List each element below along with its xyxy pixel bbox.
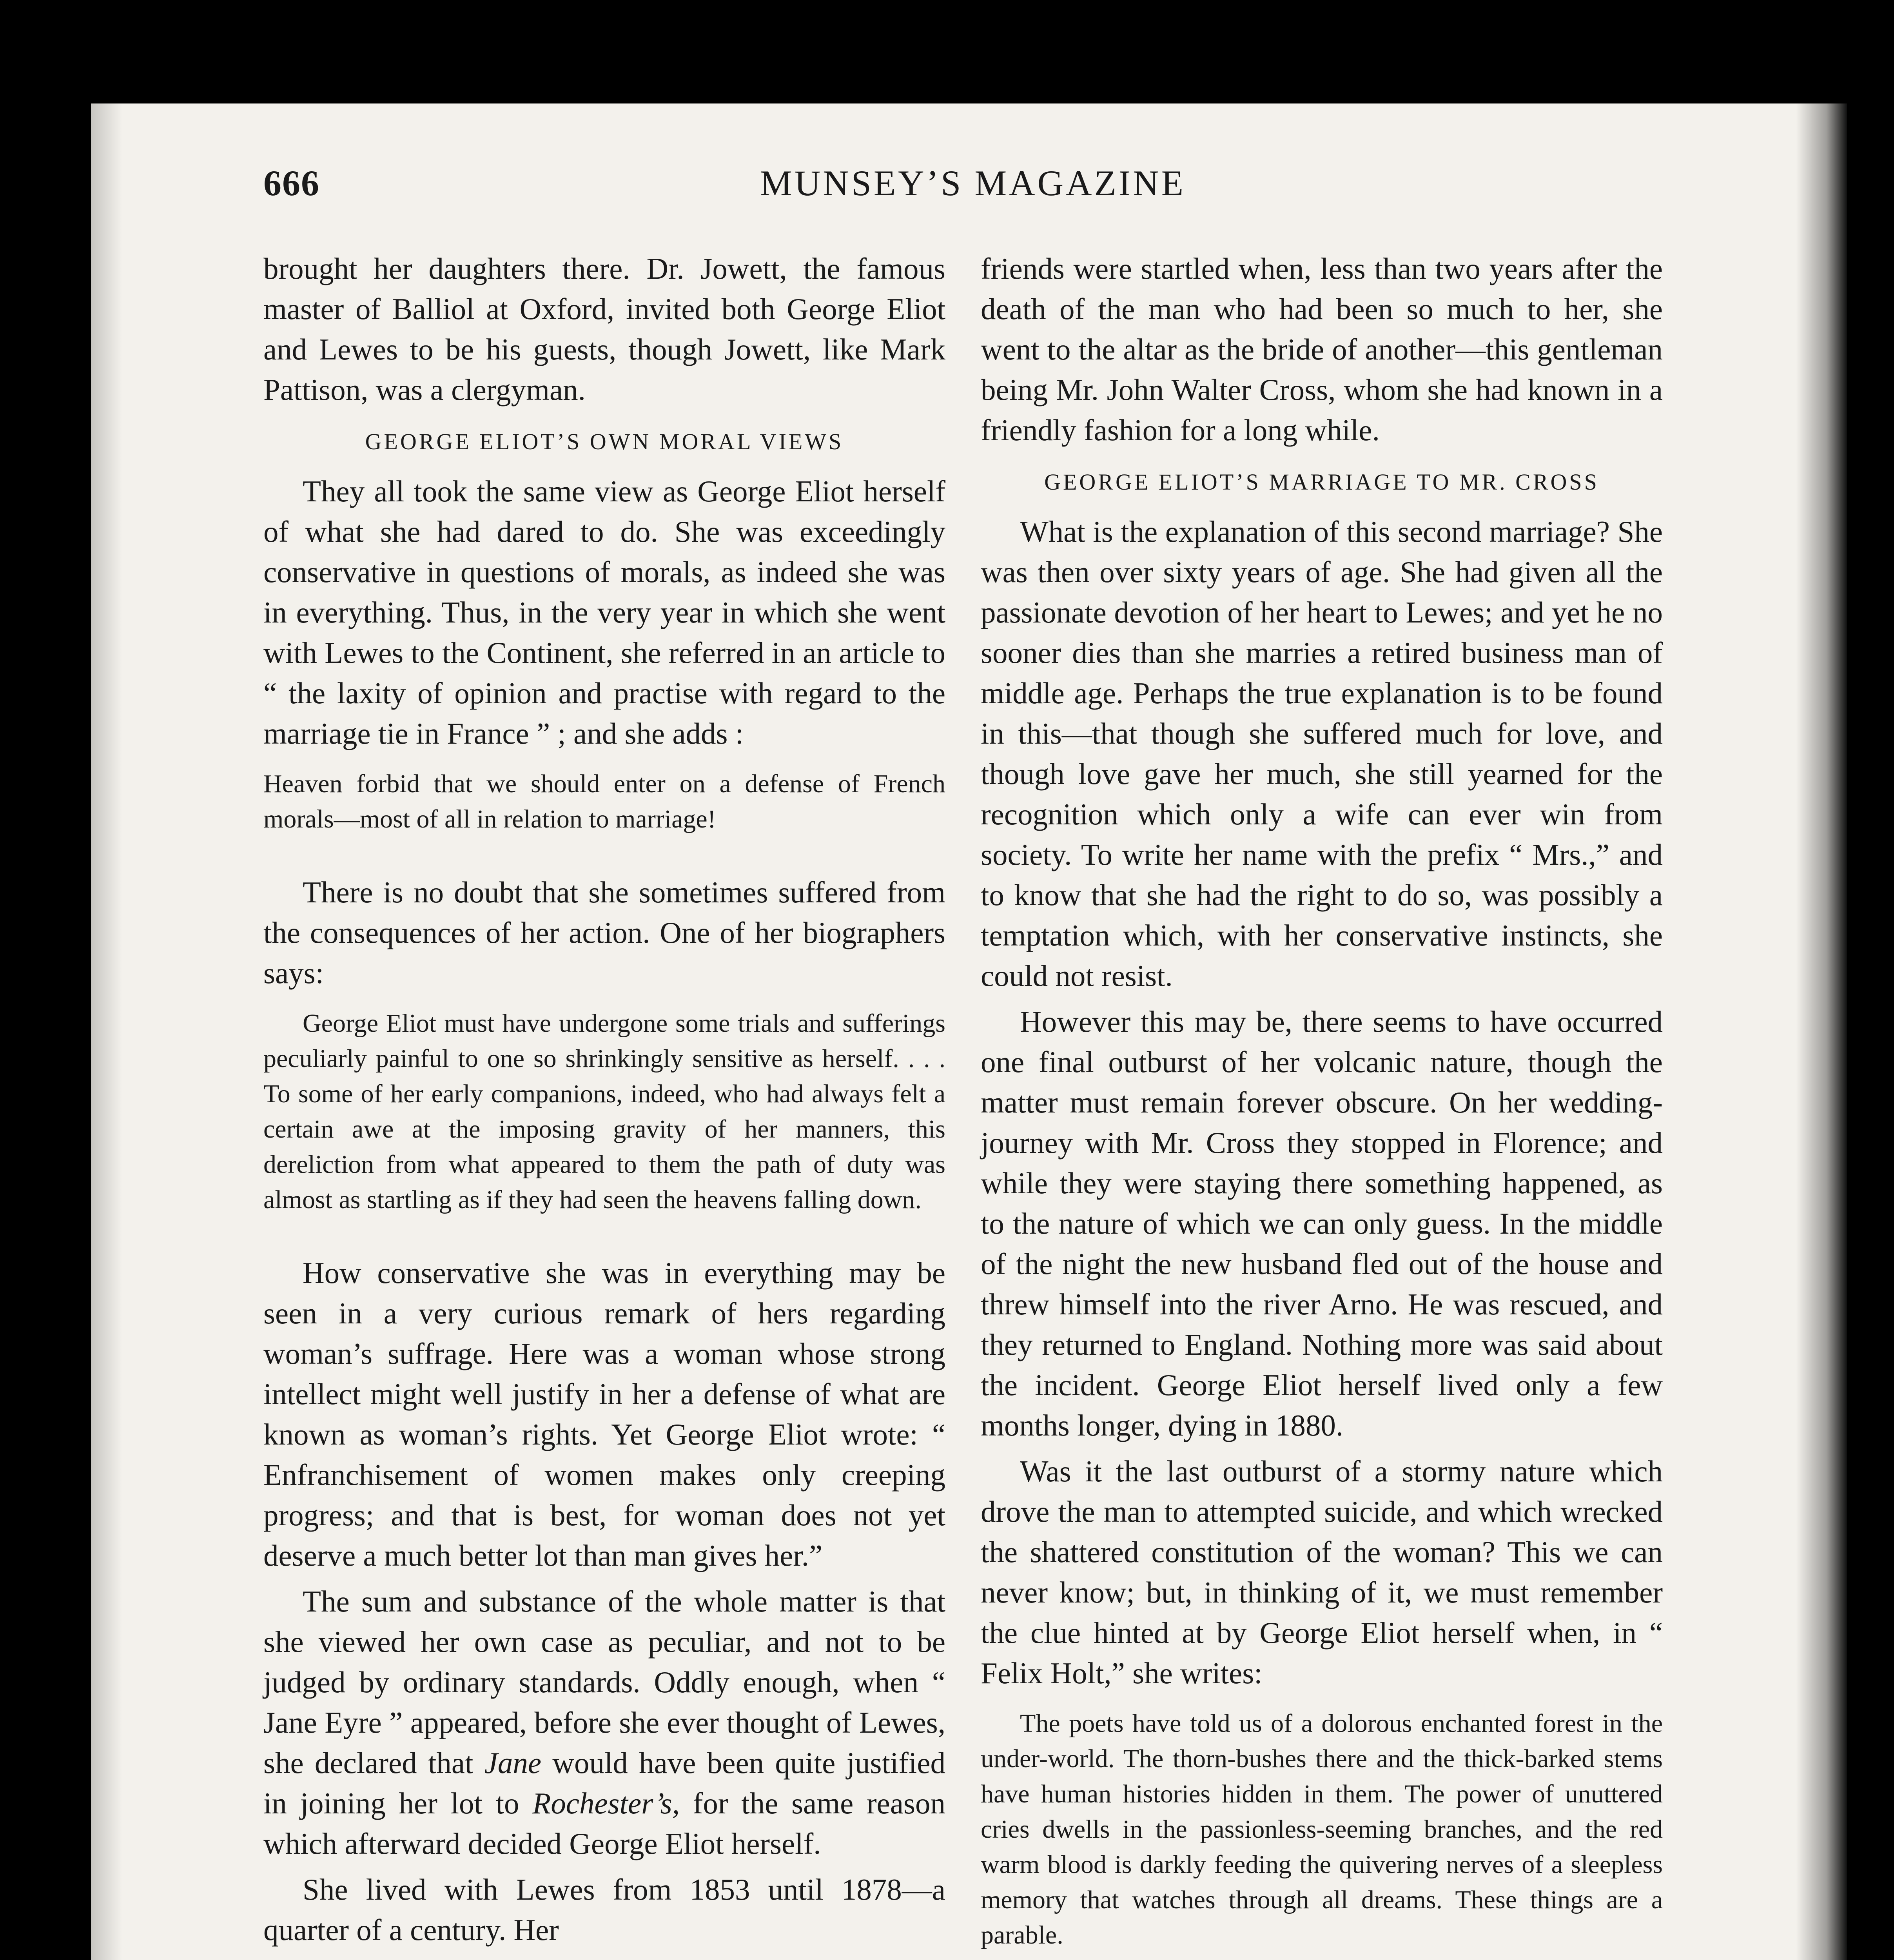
section-heading: GEORGE ELIOT’S MARRIAGE TO MR. CROSS bbox=[1044, 469, 1599, 495]
paragraph: brought her daughters there. Dr. Jowett, the famous master of Balliol at Oxford, invited both George Eliot and Lewes to be his guests, though Jowett, like Mark Pattison, was a clergyman. bbox=[263, 252, 945, 407]
italic-name: Rochester’s, bbox=[532, 1786, 680, 1820]
running-head bbox=[263, 162, 1682, 241]
paragraph: They all took the same view as George Eliot herself of what she had dared to do. She was exceedingly conservative in questions of morals, as indeed she was in everything. Thus, in the very year in which she went with Lewes to the Continent, she referred in an article to “ the laxity of opinion and practise with regard to the marriage tie in France ” ; and she adds : bbox=[263, 474, 945, 750]
paragraph bbox=[263, 1581, 945, 1864]
paragraph: She lived with Lewes from 1853 until 1878—a quarter of a century. Her bbox=[263, 1873, 945, 1947]
paragraph: What is the explanation of this second marriage? She was then over sixty years of age. She had given all the passionate devotion of her heart to Lewes; and yet he no sooner dies than she marries a retired business man of middle age. Perhaps the true explanation is to be found in this—that though she suffered much for love, and though love gave her much, she still yearned for the recognition which only a wife can ever win from society. To write her name with the prefix “ Mrs.,” and to know that she had the right to do so, was possibly a temptation which, with her conservative instincts, she could not resist. bbox=[981, 515, 1663, 993]
right-column bbox=[981, 249, 1663, 1960]
section-heading: GEORGE ELIOT’S OWN MORAL VIEWS bbox=[365, 429, 844, 454]
paragraph: There is no doubt that she sometimes suffered from the consequences of her action. One of her biographers says: bbox=[263, 875, 945, 990]
page-edge-shadow bbox=[1796, 103, 1847, 1960]
page-number: 666 bbox=[263, 163, 320, 203]
magazine-title: MUNSEY’S MAGAZINE bbox=[760, 163, 1186, 203]
paragraph: However this may be, there seems to have occurred one final outburst of her volcanic nature, though the matter must remain forever obscure. On her wedding-journey with Mr. Cross they stopped in Florence; and while they were staying there something happened, as to the nature of which we can only guess. In the middle of the night the new husband fled out of the house and threw himself into the river Arno. He was rescued, and they returned to England. Nothing more was said about the incident. George Eliot herself lived only a few months longer, dying in 1880. bbox=[981, 1005, 1663, 1442]
paragraph: friends were startled when, less than two years after the death of the man who had been so much to her, she went to the altar as the bride of another—this gentleman being Mr. John Walter Cross, whom she had known in a friendly fashion for a long while. bbox=[981, 252, 1663, 447]
block-quote: Heaven forbid that we should enter on a defense of French morals—most of all in relation to marriage! bbox=[263, 769, 945, 833]
paragraph: Was it the last outburst of a stormy nature which drove the man to attempted suicide, and which wrecked the shattered constitution of the woman? This we can never know; but, in thinking of it, we must remember the clue hinted at by George Eliot herself when, in “ Felix Holt,” she writes: bbox=[981, 1454, 1663, 1690]
magazine-page bbox=[91, 103, 1847, 1960]
text-run: for the same reason which afterward decided George Eliot herself. bbox=[263, 1786, 945, 1860]
text-run: The sum and substance of the whole matter is that she viewed her own case as peculiar, and not to be judged by ordinary standards. Oddly enough, when “ Jane Eyre ” appeared, before she ever thought of Lewes, she declared that bbox=[263, 1584, 945, 1780]
paragraph: How conservative she was in everything may be seen in a very curious remark of hers regarding woman’s suffrage. Here was a woman whose strong intellect might well justify in her a defense of what are known as woman’s rights. Yet George Eliot wrote: “ Enfranchisement of women makes only creeping progress; and that is best, for woman does not yet deserve a much better lot than man gives her.” bbox=[263, 1256, 945, 1572]
left-column bbox=[263, 249, 945, 1956]
block-quote: George Eliot must have undergone some trials and sufferings peculiarly painful to one so shrinkingly sensitive as herself. . . . To some of her early companions, indeed, who had always felt a certain awe at the imposing gravity of her manners, this dereliction from what appeared to them the path of duty was almost as startling as if they had seen the heavens falling down. bbox=[263, 1009, 945, 1214]
block-quote: The poets have told us of a dolorous enchanted forest in the under-world. The thorn-bushes there and the thick-barked stems have human histories hidden in them. The power of unuttered cries dwells in the passionless-seeming branches, and the red warm blood is darkly feeding the quivering nerves of a sleepless memory that watches through all dreams. These things are a parable. bbox=[981, 1709, 1663, 1949]
text-run: would have been quite justified in joining her lot to bbox=[263, 1746, 946, 1820]
italic-name: Jane bbox=[484, 1746, 542, 1780]
page-gutter-shadow bbox=[91, 103, 122, 1960]
